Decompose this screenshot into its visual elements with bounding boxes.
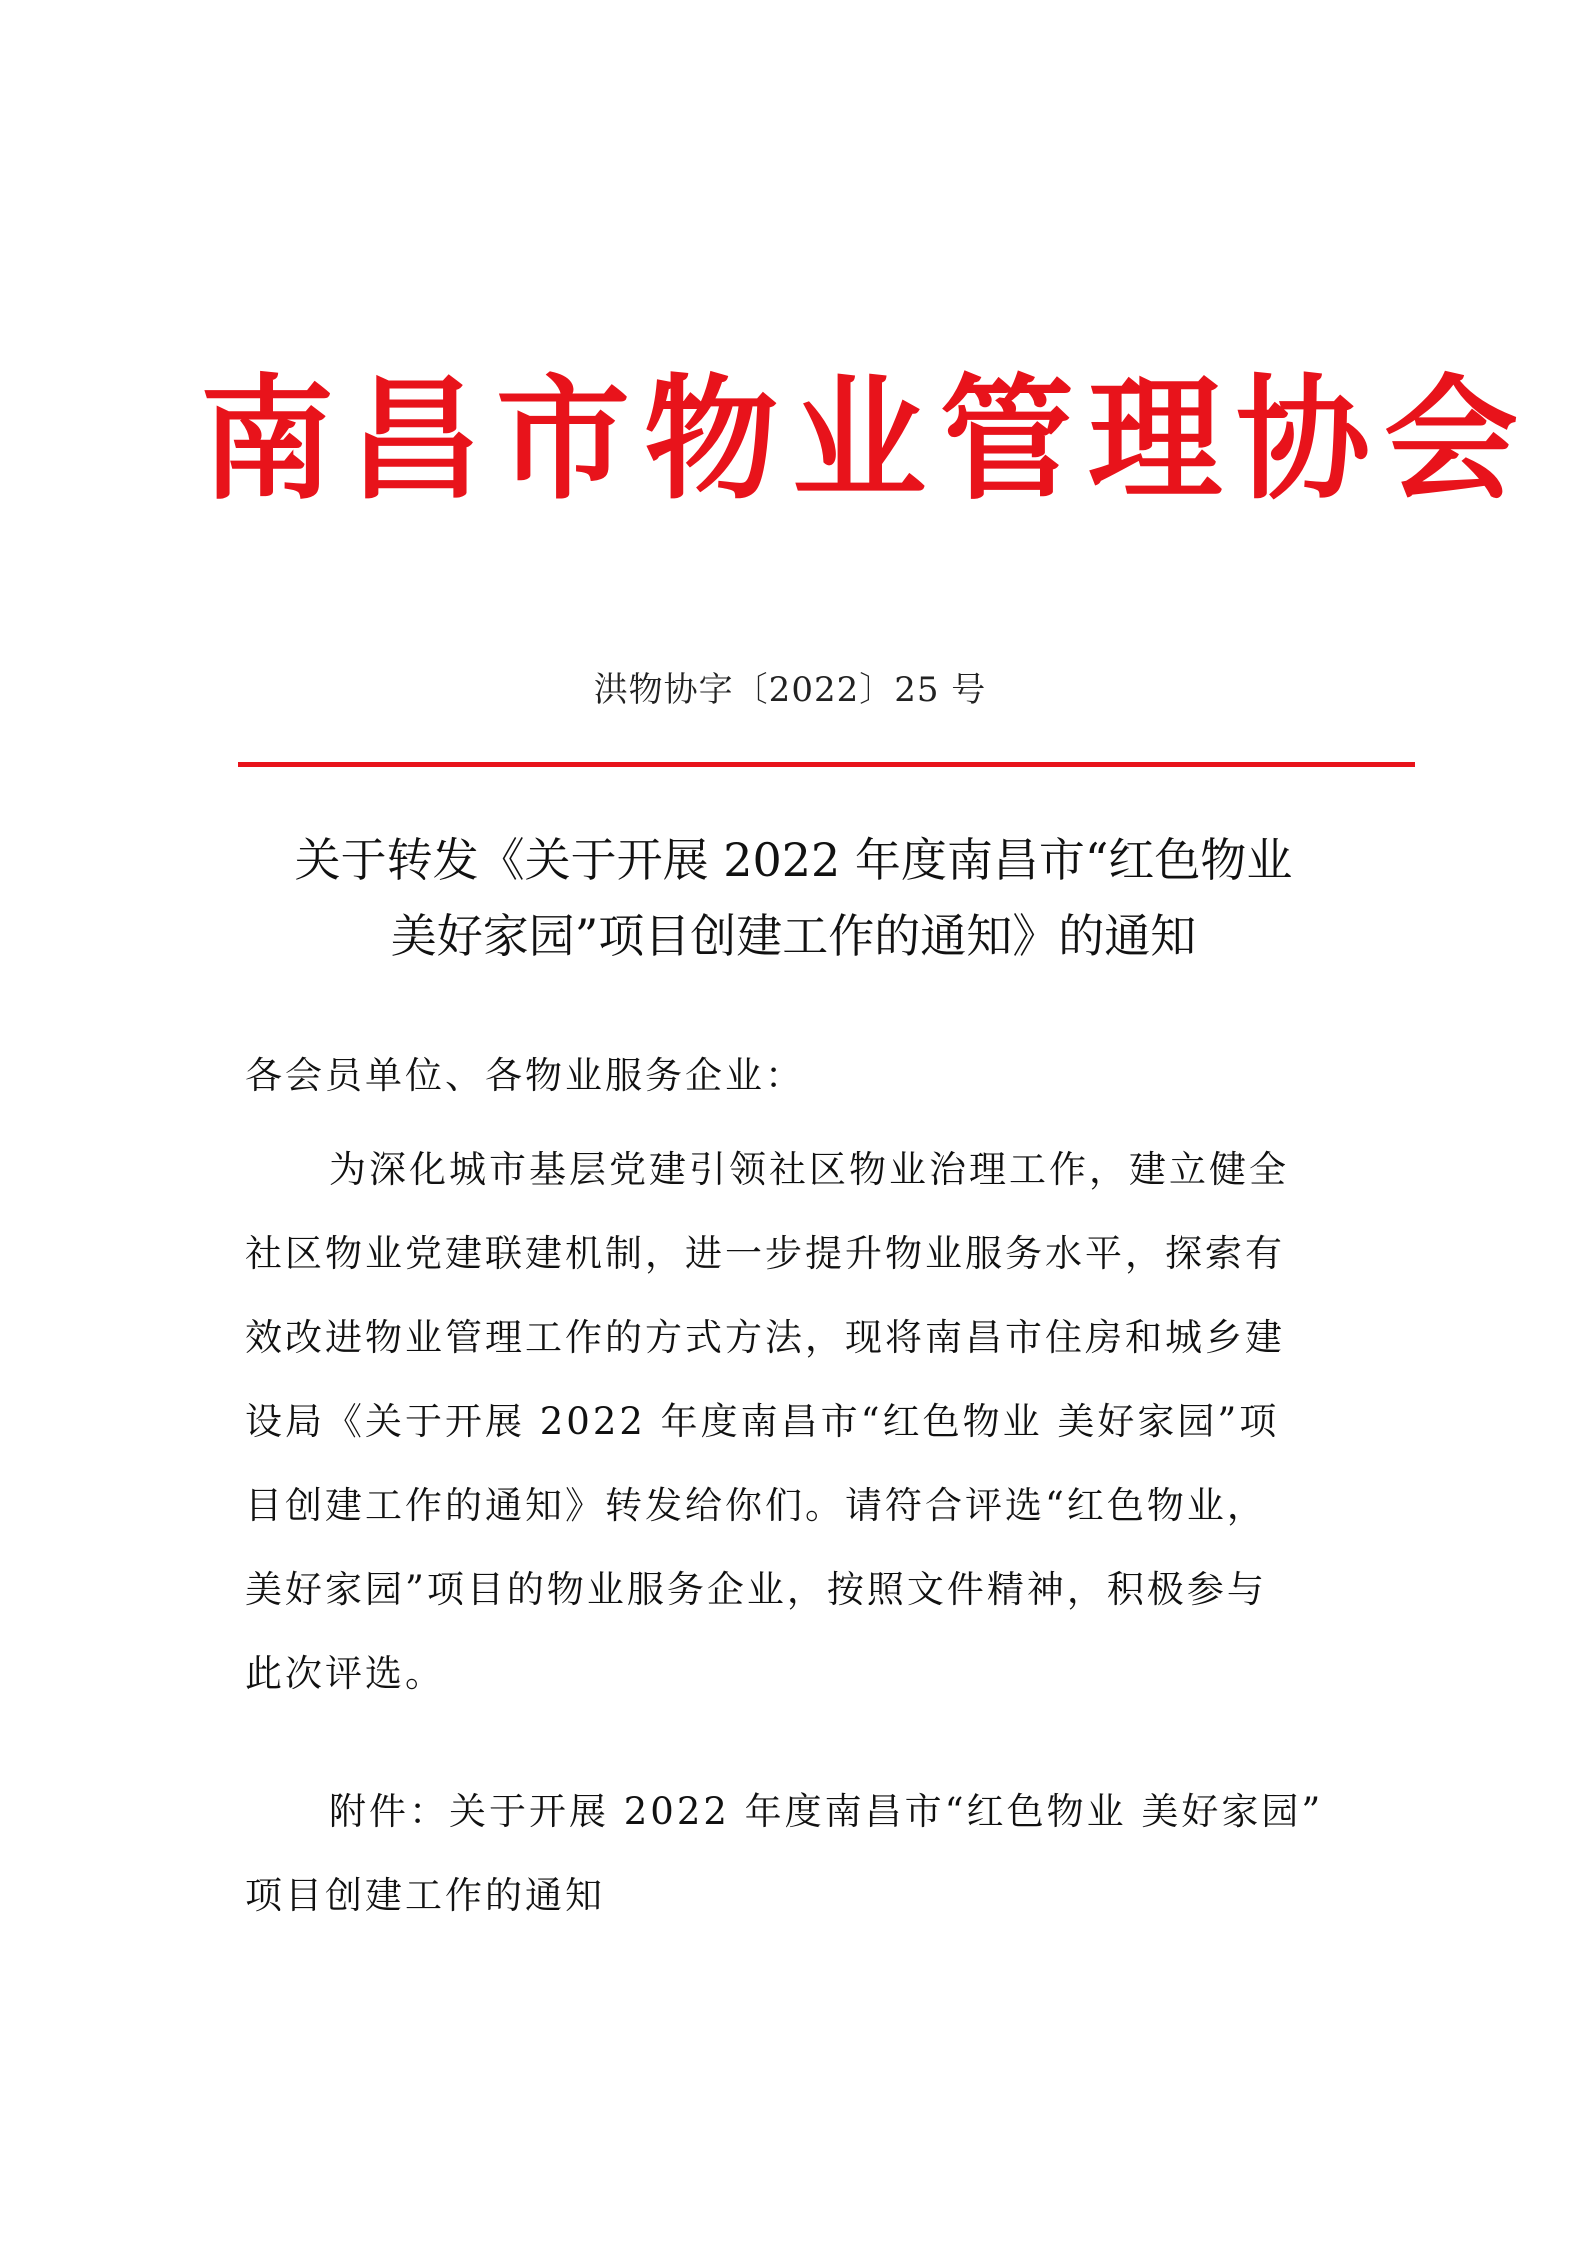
body-line: 社区物业党建联建机制，进一步提升物业服务水平，探索有 bbox=[245, 1232, 1285, 1275]
body-line: 为深化城市基层党建引领社区物业治理工作，建立健全 bbox=[329, 1148, 1289, 1191]
document-title-line-1: 关于转发《关于开展 2022 年度南昌市“红色物业 bbox=[294, 833, 1293, 887]
document-title-line-2: 美好家园”项目创建工作的通知》的通知 bbox=[390, 909, 1197, 963]
attachment-line: 附件：关于开展 2022 年度南昌市“红色物业 美好家园” bbox=[329, 1790, 1324, 1833]
body-line: 此次评选。 bbox=[245, 1652, 445, 1695]
body-line: 目创建工作的通知》转发给你们。请符合评选“红色物业， bbox=[245, 1484, 1267, 1527]
issuing-organization-header: 南昌市物业管理协会 bbox=[200, 362, 1533, 518]
body-line: 美好家园”项目的物业服务企业，按照文件精神，积极参与 bbox=[245, 1568, 1267, 1611]
red-separator-line bbox=[238, 762, 1415, 767]
salutation: 各会员单位、各物业服务企业： bbox=[245, 1054, 805, 1097]
body-paragraph bbox=[245, 1128, 1355, 1716]
document-title bbox=[200, 822, 1387, 974]
attachment-line: 项目创建工作的通知 bbox=[245, 1874, 605, 1917]
attachment-note bbox=[245, 1770, 1355, 1938]
body-line: 设局《关于开展 2022 年度南昌市“红色物业 美好家园”项 bbox=[245, 1400, 1280, 1443]
body-line: 效改进物业管理工作的方式方法，现将南昌市住房和城乡建 bbox=[245, 1316, 1285, 1359]
document-number: 洪物协字〔2022〕25 号 bbox=[593, 670, 987, 710]
